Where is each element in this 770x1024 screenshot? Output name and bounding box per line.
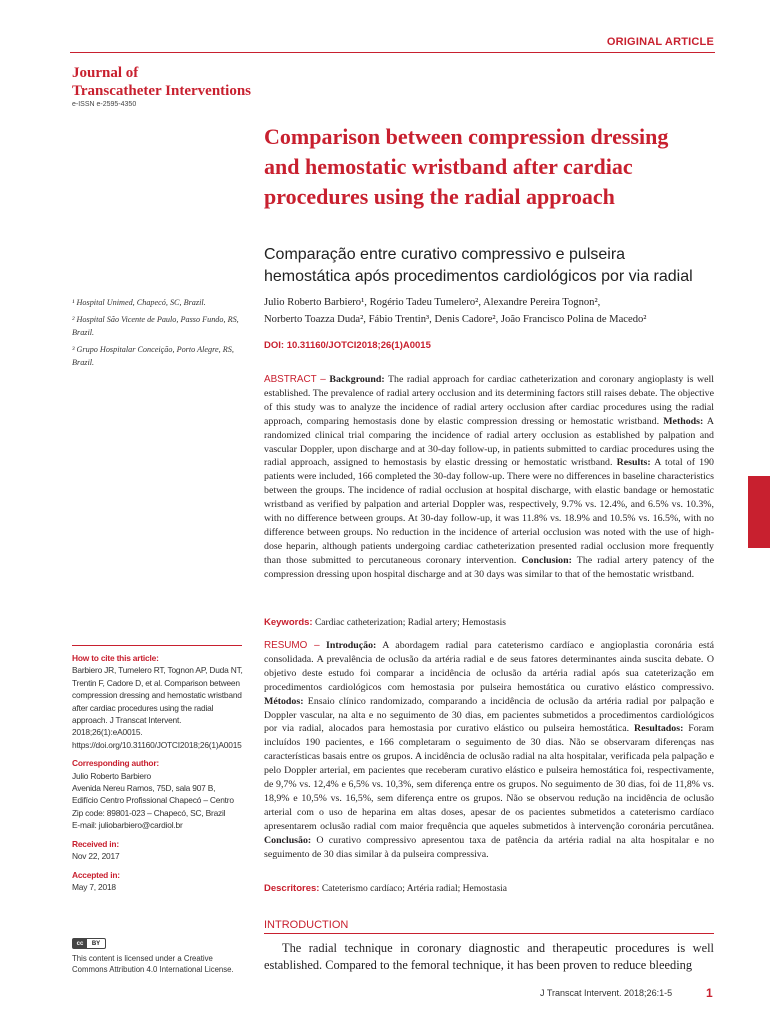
author-line-1: Julio Roberto Barbiero¹, Rogério Tadeu Tumelero², Alexandre Pereira Tognon²,	[264, 297, 601, 308]
article-subtitle: Comparação entre curativo compressivo e pulseira hemostática após procedimentos cardiológicos por via radial	[264, 246, 693, 285]
abstract-methods-label: Methods:	[663, 415, 704, 427]
journal-name-line-2: Transcatheter Interventions	[72, 83, 252, 99]
corresponding-author-name: Julio Roberto Barbiero	[72, 770, 151, 781]
author-list	[264, 294, 724, 328]
resumo-results-label: Resultados:	[633, 723, 684, 735]
journal-name-line-1: Journal of	[72, 65, 139, 81]
introduction-divider	[264, 933, 714, 934]
keywords-label: Keywords:	[264, 617, 313, 628]
footer-citation: J Transcat Intervent. 2018;26:1-5	[540, 988, 673, 998]
page-number: 1	[706, 986, 713, 1000]
resumo-conclusion-label: Conclusão:	[264, 834, 312, 846]
author-line-2: Norberto Toazza Duda², Fábio Trentin³, Denis Cadore², João Francisco Polina de Macedo²	[264, 314, 647, 325]
cite-text: Barbiero JR, Tumelero RT, Tognon AP, Duda NT, Trentin F, Cadore D, et al. Comparison between compression dressing and hemostatic wristband after cardiac procedures using the radial approach. J Transcat Intervent. 2018;26(1):eA0015. https://doi.org/10.31160/JOTCI2018;26(1)A0015	[72, 665, 243, 750]
doi-link[interactable]: DOI: 10.31160/JOTCI2018;26(1)A0015	[264, 340, 431, 351]
abstract	[264, 373, 714, 582]
resumo	[264, 639, 714, 862]
descritores	[264, 882, 714, 897]
resumo-results: Foram incluídos 190 pacientes, e 166 completaram o seguimento de 30 dias. Não se observaram diferenças nas características basais entre os grupos. A incidência de oclusão radial na alta hospitalar, verificada pela palpação e pelo Doppler arterial, em pacientes que receberam curativo elástico e pulseira hemostática foi, respectivamente, de 9,7% vs. 12,4% e 6,5% vs. 10,3%, sem diferença entre os grupos. No seguimento de 30 dias, foi de 11,8% vs. 18,9% e 10,5% vs. 16,5%, sem diferença entre os grupos. Não se observou redução na incidência de oclusão arterial com o uso de heparina em altas doses, apesar de os pacientes submetidos a cateterismo cardíaco apresentarem oclusão radial com maior frequência que aqueles submetidos à intervenção coronária percutânea.	[264, 723, 714, 832]
resumo-methods-label: Métodos:	[264, 695, 304, 707]
accepted-date: May 7, 2018	[72, 881, 116, 892]
keywords	[264, 616, 714, 631]
resumo-intro-label: Introdução:	[326, 640, 377, 651]
affiliation-2: ² Hospital São Vicente de Paulo, Passo Fundo, RS, Brazil.	[72, 315, 239, 337]
section-label: ORIGINAL ARTICLE	[606, 36, 714, 48]
license-text: This content is licensed under a Creative Commons Attribution 4.0 International License.	[72, 954, 234, 974]
cite-heading: How to cite this article:	[72, 653, 159, 663]
introduction-text: The radial technique in coronary diagnostic and therapeutic procedures is well established. Compared to the femoral technique, it has been proven to reduce bleeding	[264, 941, 714, 972]
corresponding-author-address-2: Edifício Centro Profissional Chapecó – Centro	[72, 795, 234, 806]
abstract-methods: A randomized clinical trial comparing the incidence of radial artery occlusion as established by palpation and vascular Doppler, upon discharge and at 30-day follow-up, in patients submitted to cardiac procedures using the radial approach, assigned to hemostasis by elastic dressing or hemostatic wristband.	[264, 415, 715, 469]
abstract-conclusion-label: Conclusion:	[521, 554, 572, 566]
abstract-results-label: Results:	[616, 457, 651, 469]
corresponding-author-heading: Corresponding author:	[72, 758, 159, 769]
affiliations	[72, 296, 242, 373]
received-heading: Received in:	[72, 838, 119, 849]
corresponding-author-address-1: Avenida Nereu Ramos, 75D, sala 907 B,	[72, 783, 216, 794]
abstract-conclusion: The radial artery patency of the compression dressing upon hospital discharge and at 30 days was similar to that of the hemostatic wristband.	[264, 554, 715, 580]
abstract-lead: ABSTRACT –	[264, 374, 326, 385]
cc-badge-left: cc	[73, 939, 87, 948]
resumo-intro: A abordagem radial para cateterismo cardíaco e angioplastia coronária está consolidada. A prevalência de oclusão da artéria radial e de seus fatores determinantes ainda suscita debate. O objetivo deste estudo foi comparar a incidência de oclusão da artéria radial após sua cateterização em procedimentos cardiológicos com hemostasia por pulseira hemostática ou curativo elástico compressivo.	[264, 640, 714, 693]
resumo-conclusion: O curativo compressivo apresentou taxa de patência da artéria radial na alta hospitalar e no seguimento de 30 dias similar à da pulseira compressiva.	[264, 834, 715, 860]
abstract-background-label: Background:	[329, 374, 385, 385]
issn: e-ISSN e-2595-4350	[72, 101, 137, 108]
accepted-heading: Accepted in:	[72, 869, 120, 880]
cc-badge-right: BY	[91, 940, 101, 947]
received-date: Nov 22, 2017	[72, 851, 120, 862]
journal-name	[72, 64, 251, 100]
descritores-label: Descritores:	[264, 883, 320, 894]
license-block	[72, 938, 247, 975]
abstract-results: A total of 190 patients were included, 166 completed the 30-day follow-up. There were no differences in baseline characteristics between the groups. The incidence of radial occlusion at hospital discharge, with elastic bandage or hemostatic wristband as verified by palpation and arterial Doppler was, respectively, 9.7% vs. 12.4%, and 6.5% vs. 10.3%, with no difference between groups. At 30-day follow-up, it was 11.8% vs. 18.9% and 10.5% vs. 16.5%, with no difference between groups. No reduction in the incidence of arterial occlusion was noted with the use of high-dose heparin, although patients undergoing cardiac catheterization presented radial occlusion more frequently than those submitted to percutaneous coronary intervention.	[264, 457, 714, 566]
sidebar	[72, 652, 244, 893]
affiliation-1: ¹ Hospital Unimed, Chapecó, SC, Brazil.	[72, 298, 206, 307]
corresponding-author-address-3: Zip code: 89801-023 – Chapecó, SC, Brazil	[72, 807, 226, 818]
cc-by-badge-icon[interactable]	[72, 938, 106, 949]
article-title: Comparison between compression dressing and hemostatic wristband after cardiac procedures using the radial approach	[264, 124, 669, 209]
introduction-heading: INTRODUCTION	[264, 919, 349, 931]
affiliation-3: ³ Grupo Hospitalar Conceição, Porto Alegre, RS, Brazil.	[72, 345, 234, 367]
abstract-background: The radial approach for cardiac catheterization and coronary angioplasty is well established. The prevalence of radial artery occlusion and its determining factors still raises debate. The objective of this study was to analyze the incidence of radial artery occlusion after cardiac procedures using the radial approach, comparing hemostasis done by elastic compression dressing or hemostatic wristband.	[264, 374, 715, 427]
descritores-text: Cateterismo cardíaco; Artéria radial; Hemostasia	[321, 884, 508, 894]
keywords-text: Cardiac catheterization; Radial artery; Hemostasis	[314, 618, 506, 628]
header-divider	[70, 52, 715, 53]
page-edge-tab	[748, 476, 770, 548]
corresponding-author-email[interactable]: E-mail: juliobarbiero@cardiol.br	[72, 820, 183, 831]
resumo-lead: RESUMO –	[264, 640, 320, 651]
sidebar-divider	[72, 645, 242, 646]
resumo-methods: Ensaio clínico randomizado, comparando a incidência de oclusão da artéria radial por palpação e Doppler vascular, na alta e no seguimento de 30 dias, em pacientes submetidos a procedimentos cardiológicos por via radial, alocados para hemostasia por curativo elástico ou pulseira hemostática.	[264, 695, 714, 735]
